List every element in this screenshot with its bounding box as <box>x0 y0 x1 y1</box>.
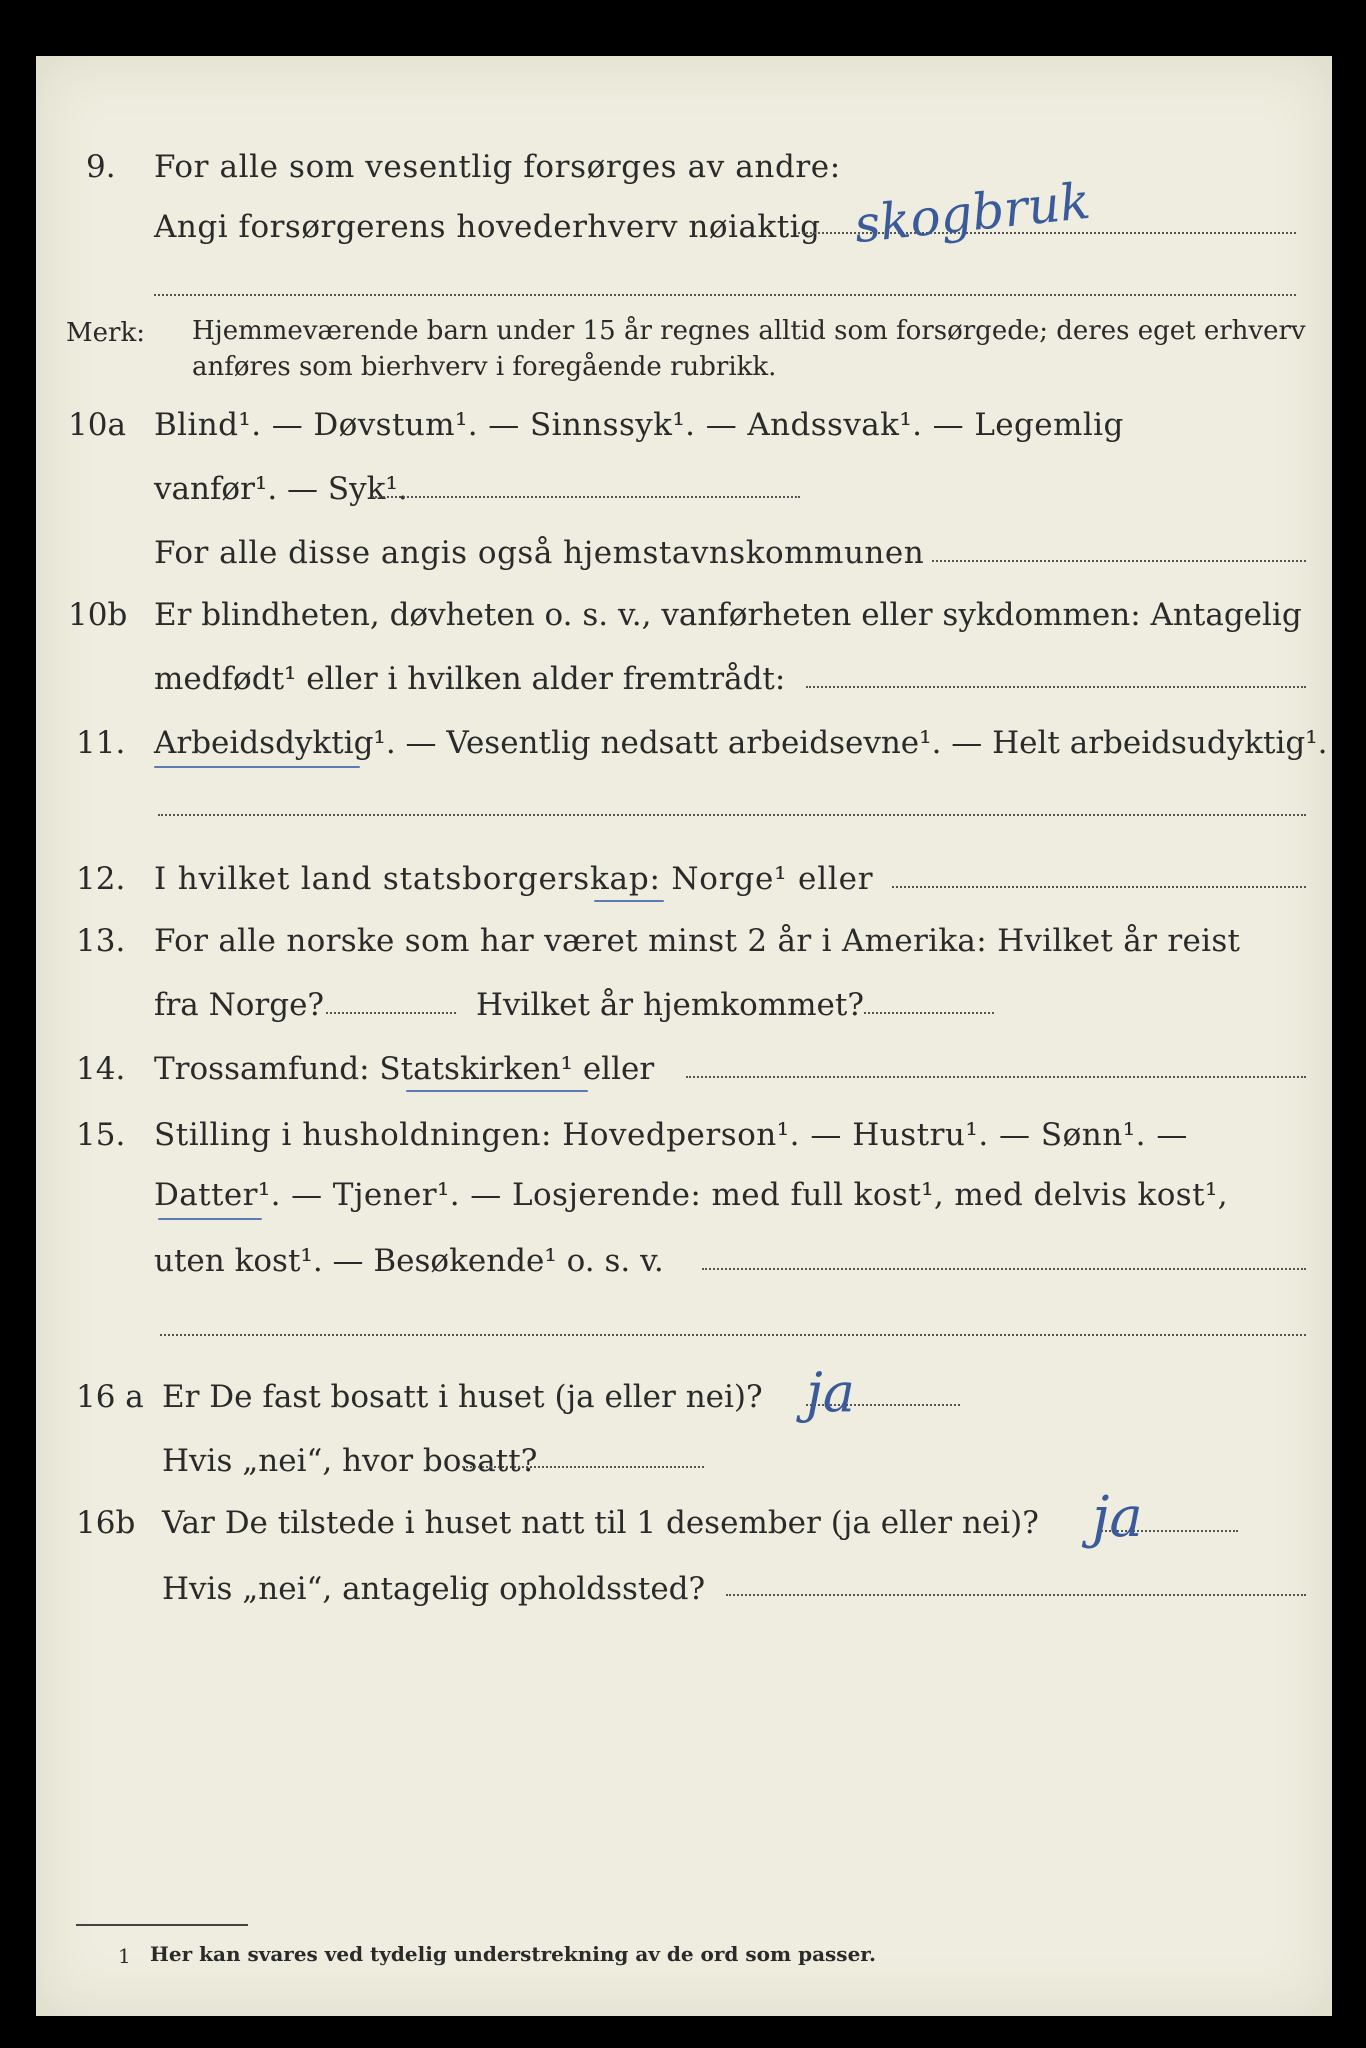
q15-underline-mark <box>158 1218 262 1220</box>
q13-hjemkommet-line[interactable] <box>864 1012 994 1014</box>
q9-number: 9. <box>86 149 116 185</box>
q14-underline-mark <box>406 1090 588 1092</box>
q9-question-line2: Angi forsørgerens hovederhverv nøiaktig <box>154 209 821 245</box>
q10a-line3: For alle disse angis også hjemstavnskommunen <box>154 535 925 571</box>
q16a-bosatt-line[interactable] <box>462 1466 704 1468</box>
q13-line2-a: fra Norge? <box>154 987 325 1023</box>
q11-number: 11. <box>76 725 126 761</box>
q16b-opholdssted-line[interactable] <box>726 1594 1306 1596</box>
q12-number: 12. <box>76 861 126 897</box>
footnote-mark: 1 <box>118 1944 131 1968</box>
q12-underline-mark <box>594 900 664 902</box>
q15-answer-line[interactable] <box>702 1268 1306 1270</box>
q10b-number: 10b <box>68 597 128 633</box>
q13-line2-b: Hvilket år hjemkommet? <box>476 987 864 1023</box>
q11-underline-mark <box>154 766 360 768</box>
q11-line1: Arbeidsdyktig¹. — Vesentlig nedsatt arbeidsevne¹. — Helt arbeidsudyktig¹. <box>154 725 1328 761</box>
footnote-rule <box>76 1924 248 1926</box>
q15-number: 15. <box>76 1117 126 1153</box>
q16a-number: 16 a <box>76 1379 144 1415</box>
q13-reist-line[interactable] <box>326 1012 456 1014</box>
q15-line3: uten kost¹. — Besøkende¹ o. s. v. <box>154 1243 664 1279</box>
q14-number: 14. <box>76 1051 126 1087</box>
q16a-line2: Hvis „nei“, hvor bosatt? <box>162 1443 538 1479</box>
q15-line1: Stilling i husholdningen: Hovedperson¹. — Hustru¹. — Sønn¹. — <box>154 1117 1188 1153</box>
q10a-syk-line[interactable] <box>372 496 800 498</box>
q14-answer-line[interactable] <box>686 1076 1306 1078</box>
q9-extra-line[interactable] <box>154 294 1296 296</box>
q15-line2: Datter¹. — Tjener¹. — Losjerende: med full kost¹, med delvis kost¹, <box>154 1177 1229 1213</box>
q13-line1: For alle norske som har været minst 2 år i Amerika: Hvilket år reist <box>154 923 1241 959</box>
q16a-handwritten-answer: ja <box>806 1361 855 1424</box>
q10b-line1: Er blindheten, døvheten o. s. v., vanførheten eller sykdommen: Antagelig <box>154 597 1302 633</box>
merk-line1: Hjemmeværende barn under 15 år regnes alltid som forsørgede; deres eget erhverv <box>192 316 1306 346</box>
q12-answer-line[interactable] <box>892 886 1306 888</box>
q9-handwritten-answer: skogbruk <box>851 171 1093 255</box>
q15-extra-line[interactable] <box>160 1334 1306 1336</box>
q10a-hjemstavn-line[interactable] <box>932 560 1306 562</box>
q16b-line2: Hvis „nei“, antagelig opholdssted? <box>162 1571 706 1607</box>
merk-label: Merk: <box>66 318 145 348</box>
q16a-line1: Er De fast bosatt i huset (ja eller nei)? <box>162 1379 763 1415</box>
q9-question-line1: For alle som vesentlig forsørges av andre: <box>154 149 841 185</box>
q13-number: 13. <box>76 923 126 959</box>
q10a-line2: vanfør¹. — Syk¹. <box>154 471 408 507</box>
q16b-number: 16b <box>76 1505 136 1541</box>
q14-line1: Trossamfund: Statskirken¹ eller <box>154 1051 655 1087</box>
q16b-line1: Var De tilstede i huset natt til 1 desember (ja eller nei)? <box>162 1505 1039 1541</box>
footnote-text: Her kan svares ved tydelig understrekning av de ord som passer. <box>150 1942 876 1966</box>
q12-line1: I hvilket land statsborgerskap: Norge¹ eller <box>154 861 874 897</box>
merk-line2: anføres som bierhverv i foregående rubrikk. <box>192 352 777 382</box>
q10b-answer-line[interactable] <box>806 686 1306 688</box>
q10b-line2: medfødt¹ eller i hvilken alder fremtrådt: <box>154 661 786 697</box>
q10a-line1: Blind¹. — Døvstum¹. — Sinnssyk¹. — Andssvak¹. — Legemlig <box>154 407 1124 443</box>
form-page <box>36 56 1332 2016</box>
q16b-handwritten-answer: ja <box>1092 1485 1143 1550</box>
q11-extra-line[interactable] <box>158 814 1306 816</box>
q10a-number: 10a <box>68 407 126 443</box>
